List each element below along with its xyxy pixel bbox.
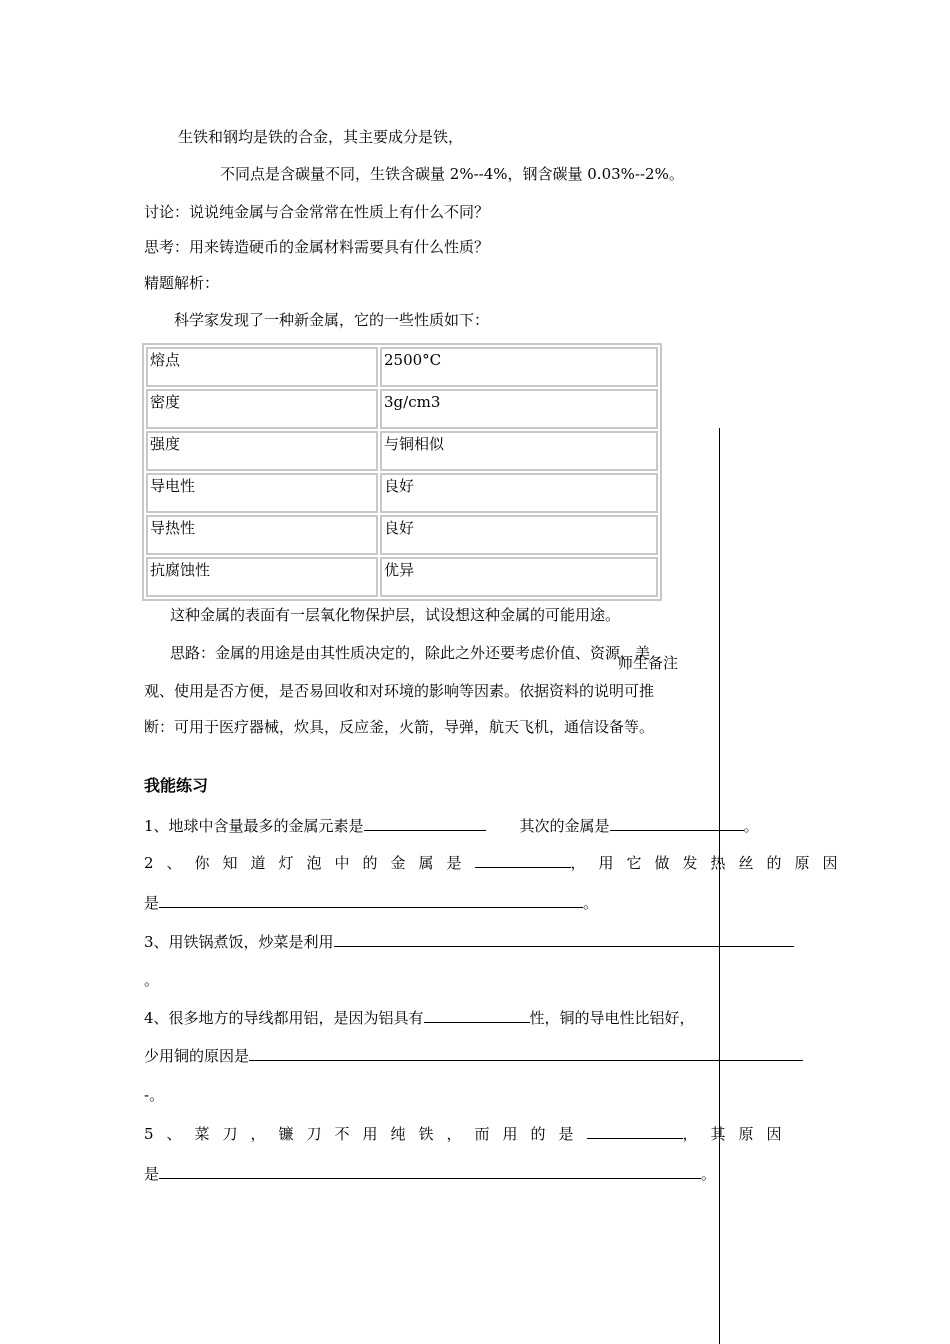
thinking-prompt: 思考：用来铸造硬币的金属材料需要具有什么性质？ xyxy=(144,238,490,256)
answer-blank[interactable] xyxy=(249,1044,803,1061)
exercise-5 xyxy=(144,1122,795,1144)
answer-blank[interactable] xyxy=(587,1122,683,1139)
property-value: 2500°C xyxy=(380,347,658,387)
exercise-2-end: 。 xyxy=(583,894,599,912)
exercise-4-end: -。 xyxy=(144,1086,165,1104)
property-value: 与铜相似 xyxy=(380,431,658,471)
after-table-text: 这种金属的表面有一层氧化物保护层，试设想这种金属的可能用途。 xyxy=(170,606,621,624)
table-row xyxy=(146,431,658,471)
margin-divider xyxy=(719,428,720,1344)
property-name: 密度 xyxy=(146,389,378,429)
answer-blank[interactable] xyxy=(610,814,744,831)
property-name: 抗腐蚀性 xyxy=(146,557,378,597)
property-value: 良好 xyxy=(380,473,658,513)
reasoning-line-2: 观、使用是否方便，是否易回收和对环境的影响等因素。依据资料的说明可推 xyxy=(144,682,655,700)
exercise-4-text: 4、很多地方的导线都用铝，是因为铝具有 xyxy=(144,1009,424,1027)
exercise-4-text-2: 性，铜的导电性比铝好， xyxy=(529,1009,695,1027)
answer-blank[interactable] xyxy=(159,891,583,908)
exercise-5-text: 5、菜刀，镰刀不用纯铁，而用的是 xyxy=(144,1125,587,1143)
answer-blank[interactable] xyxy=(475,851,571,868)
exercise-3-end: 。 xyxy=(144,971,160,989)
reasoning-line-1: 思路：金属的用途是由其性质决定的，除此之外还要考虑价值、资源、美 xyxy=(170,644,651,662)
exercise-2-text: 2、你知道灯泡中的金属是 xyxy=(144,854,475,872)
exercise-1-end: 。 xyxy=(743,817,759,835)
exercise-5-end: 。 xyxy=(701,1165,717,1183)
exercise-1-text: 1、地球中含量最多的金属元素是 xyxy=(144,817,364,835)
intro-line-2: 不同点是含碳量不同，生铁含碳量 2%--4%，钢含碳量 0.03%--2%。 xyxy=(220,165,684,183)
exercise-1 xyxy=(144,814,759,836)
intro-line-1: 生铁和钢均是铁的合金，其主要成分是铁， xyxy=(178,128,464,146)
exercise-5-text-2: ，其原因 xyxy=(682,1125,795,1143)
table-row xyxy=(146,473,658,513)
exercise-5-cont xyxy=(144,1162,716,1184)
answer-blank[interactable] xyxy=(424,1006,530,1023)
table-row xyxy=(146,389,658,429)
exercise-2-text-3: 是 xyxy=(144,894,160,912)
question-text: 科学家发现了一种新金属，它的一些性质如下： xyxy=(174,311,490,329)
property-value: 3g/cm3 xyxy=(380,389,658,429)
exercise-2-text-2: ，用它做发热丝的原因 xyxy=(570,854,851,872)
property-name: 熔点 xyxy=(146,347,378,387)
exercise-3 xyxy=(144,930,794,952)
exercise-5-text-3: 是 xyxy=(144,1165,160,1183)
property-name: 导电性 xyxy=(146,473,378,513)
table-row xyxy=(146,515,658,555)
answer-blank[interactable] xyxy=(364,814,486,831)
answer-blank[interactable] xyxy=(159,1162,701,1179)
discussion-prompt: 讨论：说说纯金属与合金常常在性质上有什么不同？ xyxy=(144,203,490,221)
exercise-1-text-2: 其次的金属是 xyxy=(519,817,610,835)
property-name: 导热性 xyxy=(146,515,378,555)
answer-blank[interactable] xyxy=(334,930,794,947)
exercise-2-cont xyxy=(144,891,598,913)
exercise-4 xyxy=(144,1006,695,1028)
table-row xyxy=(146,557,658,597)
teacher-student-notes-label: 师生备注 xyxy=(618,654,679,672)
exercise-2 xyxy=(144,851,851,873)
table-row xyxy=(146,347,658,387)
property-name: 强度 xyxy=(146,431,378,471)
property-value: 良好 xyxy=(380,515,658,555)
exercise-3-text: 3、用铁锅煮饭，炒菜是利用 xyxy=(144,933,334,951)
exercise-4-text-3: 少用铜的原因是 xyxy=(144,1047,250,1065)
property-value: 优异 xyxy=(380,557,658,597)
analysis-label: 精题解析： xyxy=(144,274,220,292)
reasoning-line-3: 断：可用于医疗器械，炊具，反应釜，火箭，导弹，航天飞机，通信设备等。 xyxy=(144,718,655,736)
exercise-4-cont xyxy=(144,1044,803,1066)
properties-table xyxy=(142,343,662,601)
practice-heading: 我能练习 xyxy=(144,776,209,795)
